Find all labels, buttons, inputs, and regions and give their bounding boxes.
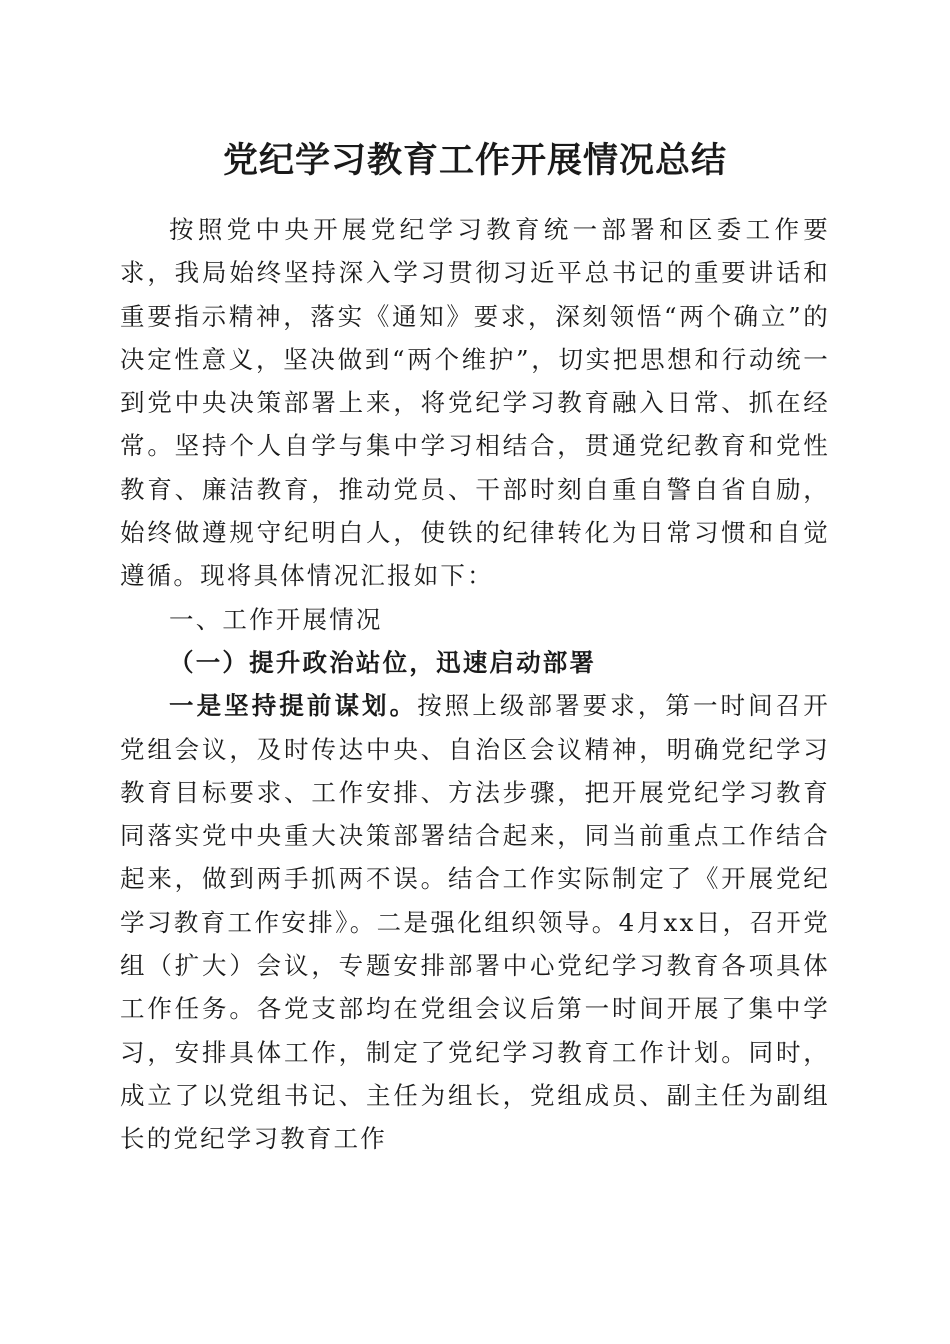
document-title: 党纪学习教育工作开展情况总结 [222, 140, 727, 181]
intro-paragraph: 按照党中央开展党纪学习教育统一部署和区委工作要求，我局始终坚持深入学习贯彻习近平总书记的重要讲话和重要指示精神，落实《通知》要求，深刻领悟“两个确立”的决定性意义，坚决做到“两个维护”，切实把思想和行动统一到党中央决策部署上来，将党纪学习教育融入日常、抓在经常。坚持个人自学与集中学习相结合，贯通党纪教育和党性教育、廉洁教育，推动党员、干部时刻自重自警自省自励，始终做遵规守纪明白人，使铁的纪律转化为日常习惯和自觉遵循。现将具体情况汇报如下： [120, 215, 830, 591]
section-heading: 一、工作开展情况 [169, 604, 383, 634]
body-paragraph [120, 684, 830, 1160]
paragraph-text: 按照上级部署要求，第一时间召开党组会议，及时传达中央、自治区会议精神，明确党纪学习教育目标要求、工作安排、方法步骤，把开展党纪学习教育同落实党中央重大决策部署结合起来，同当前重点工作结合起来，做到两手抓两不误。结合工作实际制定了《开展党纪学习教育工作安排》。二是强化组织领导。4月xx日，召开党组（扩大）会议，专题安排部署中心党纪学习教育各项具体工作任务。各党支部均在党组会议后第一时间开展了集中学习，安排具体工作，制定了党纪学习教育工作计划。同时，成立了以党组书记、主任为组长，党组成员、副主任为副组长的党纪学习教育工作 [120, 691, 830, 1154]
subsection-heading: （一）提升政治站位，迅速启动部署 [169, 647, 597, 677]
document-body [120, 208, 830, 1161]
paragraph-lead: 一是坚持提前谋划。 [169, 691, 418, 721]
